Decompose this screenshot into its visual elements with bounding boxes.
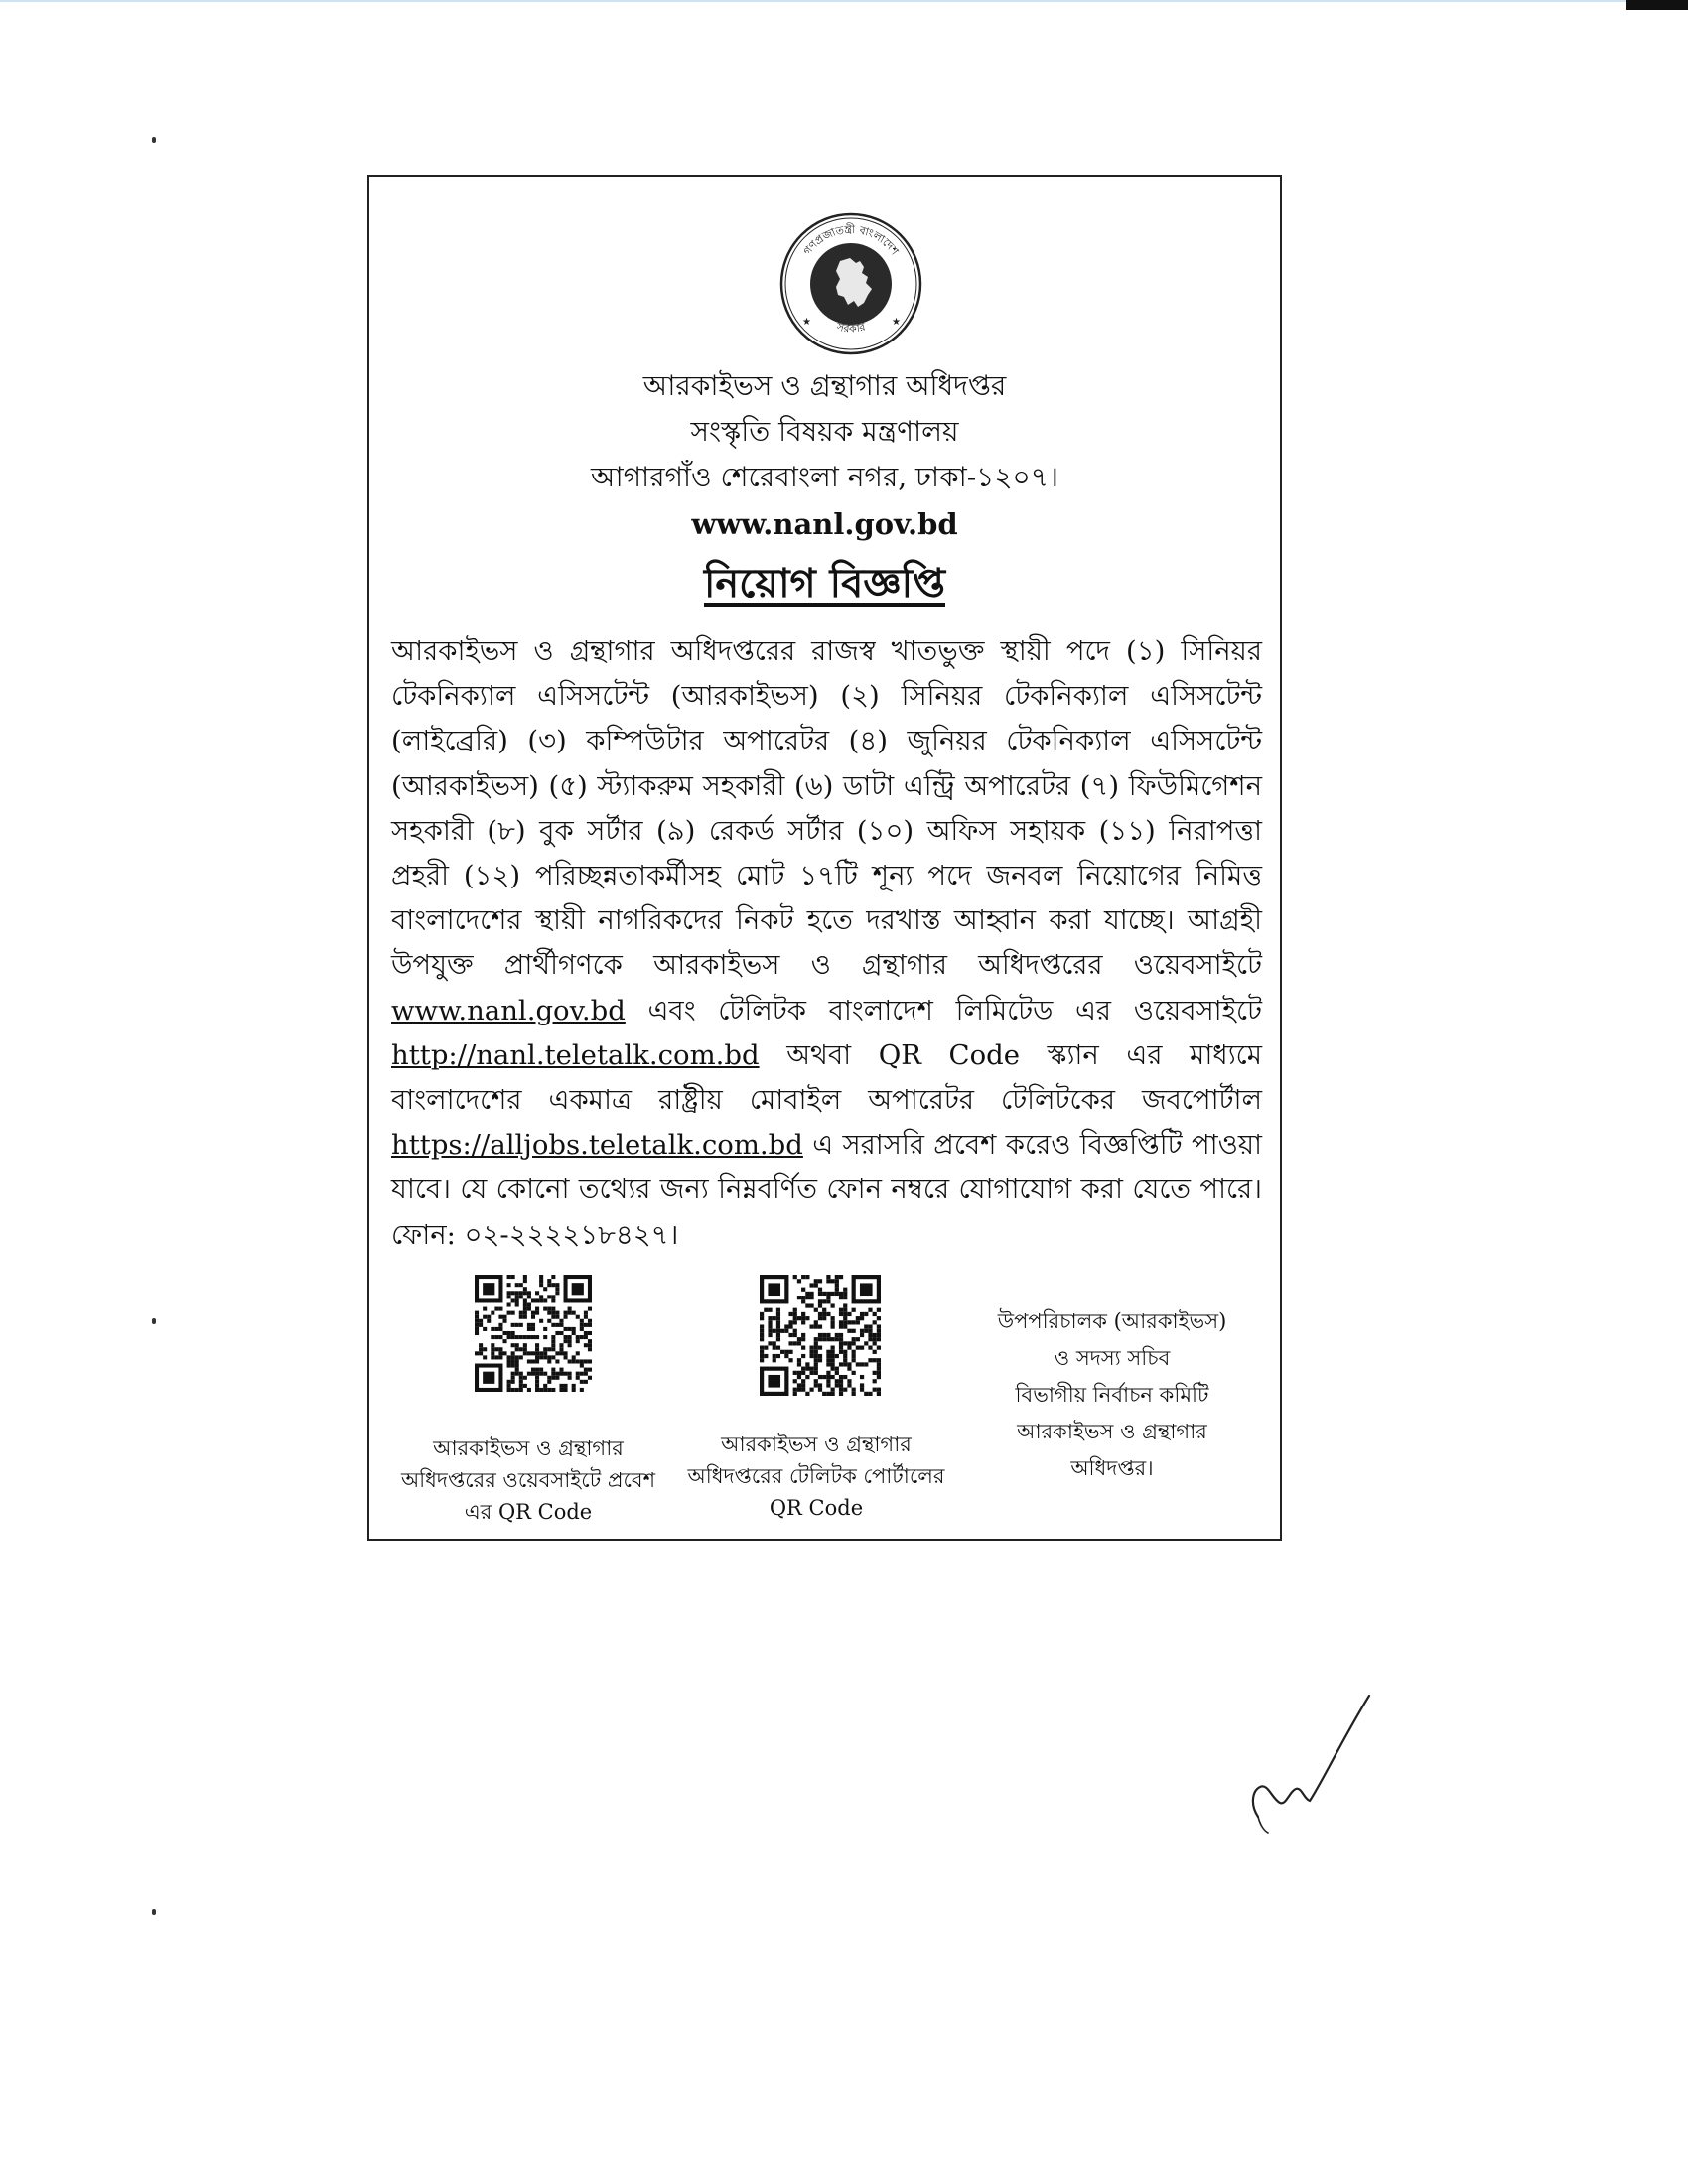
department-name: আরকাইভস ও গ্রন্থাগার অধিদপ্তর xyxy=(642,369,1007,402)
emblem-bottom-text: সরকার xyxy=(835,320,867,336)
svg-text:সরকার xyxy=(834,320,867,336)
website-qr-caption-line: আরকাইভস ও গ্রন্থাগার xyxy=(433,1436,624,1460)
letterhead xyxy=(369,363,1280,548)
teletalk-qr-code-icon[interactable] xyxy=(760,1275,881,1396)
website-qr-caption xyxy=(379,1433,677,1528)
scan-dot xyxy=(152,137,156,143)
website-qr-caption-line: অধিদপ্তরের ওয়েবসাইটে প্রবেশ xyxy=(400,1468,656,1492)
scan-dot xyxy=(152,1909,156,1915)
teletalk-qr-caption-line: আরকাইভস ও গ্রন্থাগার xyxy=(721,1433,912,1456)
ministry-name: সংস্কৃতি বিষয়ক মন্ত্রণালয় xyxy=(690,415,959,448)
signatory-committee: বিভাগীয় নির্বাচন কমিটি xyxy=(1015,1383,1209,1407)
body-text-part3: অথবা QR Code স্ক্যান এর মাধ্যমে বাংলাদেশের একমাত্র রাষ্ট্রীয় মোবাইল অপারেটর টেলিটকের জবপোর্টাল xyxy=(391,1038,1262,1117)
body-text-part4: এ সরাসরি প্রবেশ করেও বিজ্ঞপ্তিটি পাওয়া যাবে। যে কোনো তথ্যের জন্য নিম্নবর্ণিত ফোন নম্বরে যোগাযোগ করা যেতে পারে। ফোন: ০২-২২২২১৮৪২৭। xyxy=(391,1129,1263,1251)
alljobs-portal-link[interactable]: https://alljobs.teletalk.com.bd xyxy=(391,1129,803,1161)
body-text-part1: আরকাইভস ও গ্রন্থাগার অধিদপ্তরের রাজস্ব খাতভুক্ত স্থায়ী পদে (১) সিনিয়র টেকনিক্যাল এসিসটেন্ট (আরকাইভস) (২) সিনিয়র টেকনিক্যাল এসিসটেন্ট (লাইব্রেরি) (৩) কম্পিউটার অপারেটর (৪) জুনিয়র টেকনিক্যাল এসিসটেন্ট (আরকাইভস) (৫) স্ট্যাকরুম সহকারী (৬) ডাটা এন্ট্রি অপারেটর (৭) ফিউমিগেশন সহকারী (৮) বুক সর্টার (৯) রেকর্ড সর্টার (১০) অফিস সহায়ক (১১) নিরাপত্তা প্রহরী (১২) পরিচ্ছন্নতাকর্মীসহ মোট ১৭টি শূন্য পদে জনবল নিয়োগের নিমিত্ত বাংলাদেশের স্থায়ী নাগরিকদের নিকট হতে দরখাস্ত আহ্বান করা যাচ্ছে। আগ্রহী উপযুক্ত প্রার্থীগণকে আরকাইভস ও গ্রন্থাগার অধিদপ্তরের ওয়েবসাইটে xyxy=(391,635,1262,982)
office-address: আগারগাঁও শেরেবাংলা নগর, ঢাকা-১২০৭। xyxy=(591,461,1058,493)
teletalk-nanl-link[interactable]: http://nanl.teletalk.com.bd xyxy=(391,1038,760,1071)
website-qr-caption-line: এর QR Code xyxy=(464,1500,593,1524)
teletalk-qr-caption-line: QR Code xyxy=(769,1496,864,1520)
notice-body xyxy=(391,629,1262,1258)
website-qr-code-icon[interactable] xyxy=(475,1275,592,1392)
notice-title-text: নিয়োগ বিজ্ঞপ্তি xyxy=(703,560,945,607)
body-text-part2: এবং টেলিটক বাংলাদেশ লিমিটেড এর ওয়েবসাইটে xyxy=(647,994,1262,1026)
government-emblem-icon xyxy=(778,211,923,356)
scan-dot xyxy=(152,1318,156,1324)
nanl-website-link[interactable]: www.nanl.gov.bd xyxy=(391,994,626,1026)
signatory-role: ও সদস্য সচিব xyxy=(1054,1346,1171,1370)
signatory-block xyxy=(953,1303,1271,1487)
signatory-designation: উপপরিচালক (আরকাইভস) xyxy=(997,1309,1227,1333)
handwritten-signature xyxy=(1246,1688,1375,1846)
recruitment-notice xyxy=(367,175,1282,1541)
notice-title xyxy=(369,556,1280,612)
scan-edge-line xyxy=(0,0,1688,2)
teletalk-qr-caption-line: অধিদপ্তরের টেলিটক পোর্টালের xyxy=(687,1464,945,1488)
scan-corner-mark xyxy=(1626,0,1688,10)
signatory-office-end: অধিদপ্তর। xyxy=(1070,1456,1154,1480)
emblem-top-text: গণপ্রজাতন্ত্রী বাংলাদেশ xyxy=(800,222,902,258)
website-link[interactable]: www.nanl.gov.bd xyxy=(691,507,958,541)
svg-text:★: ★ xyxy=(802,317,811,328)
teletalk-qr-caption xyxy=(667,1429,965,1524)
signatory-office: আরকাইভস ও গ্রন্থাগার xyxy=(1017,1420,1207,1443)
svg-text:★: ★ xyxy=(892,317,901,328)
